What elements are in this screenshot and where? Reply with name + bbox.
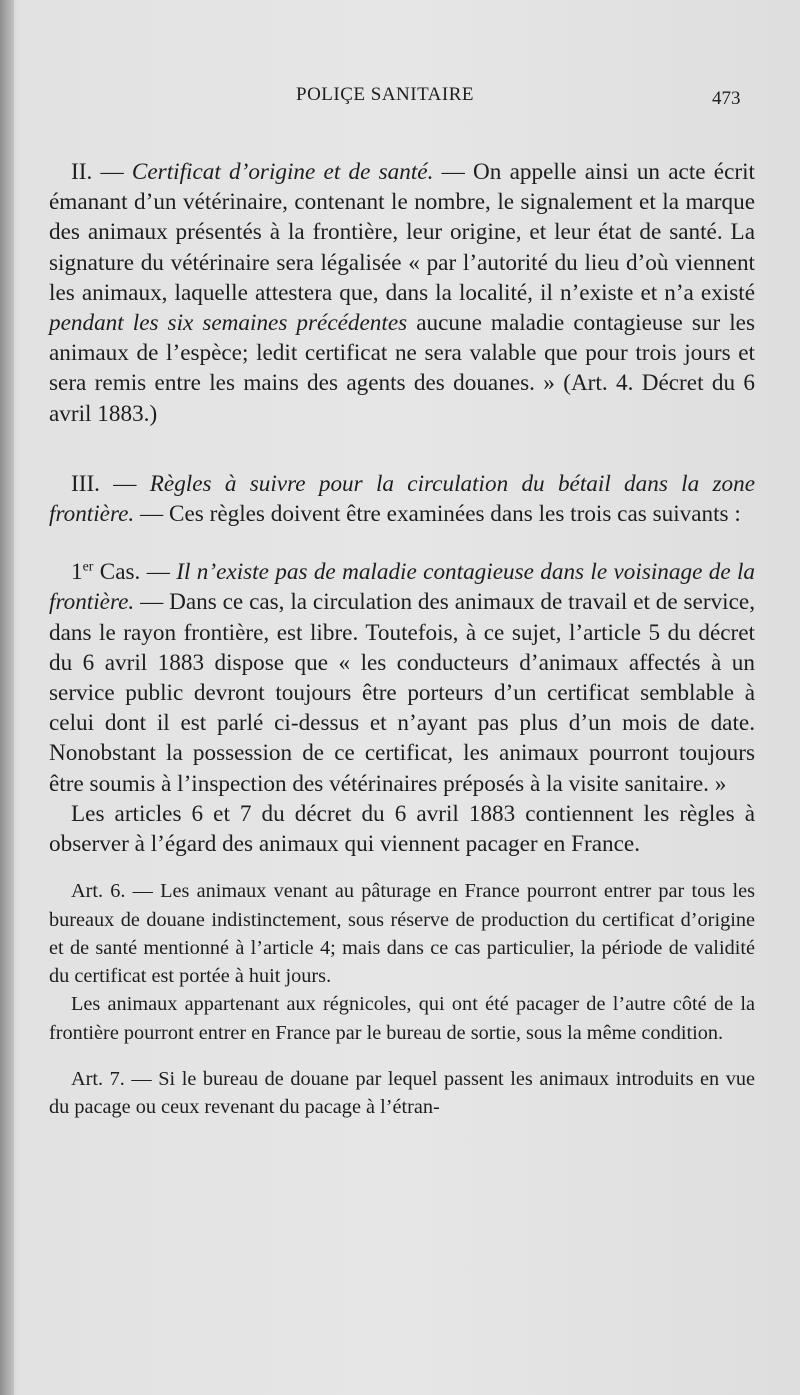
section-ii-text-1: — On appelle ainsi un acte écrit émanant d’un vétérinaire, contenant le nombre, le signalement et la marque des animaux présentés à la frontière, leur origine, et leur état de santé. La signature du vétérinaire sera légalisée « par l’autorité du lieu d’où viennent les animaux, laquelle attestera que, dans la localité, il n’existe et n’a existé — [49, 159, 755, 306]
article-6-paragraph: Art. 6. — Les animaux venant au pâturage en France pourront entrer par tous les bureaux de douane indistinctement, sous réserve de production du certificat d’origine et de santé mentionné à l’article 4; mais dans ce cas particulier, la période de validité du certificat est portée à huit jours. — [49, 880, 755, 988]
case-1-label-rest: Cas. — — [93, 559, 170, 586]
running-title: POLIÇE SANITAIRE — [296, 84, 474, 105]
case-1-label-main: 1 — [71, 559, 83, 586]
case-1-label-sup: er — [82, 559, 94, 575]
section-iii-number: III. — — [71, 470, 137, 497]
section-ii-paragraph — [49, 157, 755, 429]
page-number: 473 — [712, 88, 741, 109]
case-1-paragraph — [49, 557, 755, 799]
case-1-paragraph-2: Les articles 6 et 7 du décret du 6 avril 1883 contiennent les règles à observer à l’égard des animaux qui viennent pacager en France. — [49, 800, 755, 858]
section-iii-paragraph — [49, 469, 755, 529]
article-6-paragraph-2: Les animaux appartenant aux régnicoles, qui ont été pacager de l’autre côté de la frontière pourront entrer en France par le bureau de sortie, sous la même condition. — [49, 993, 755, 1044]
section-ii-emphasis: pendant les six semaines précédentes — [49, 310, 408, 337]
section-iii-text: — Ces règles doivent être examinées dans les trois cas suivants : — [134, 501, 741, 528]
section-ii-title: Certificat d’origine et de santé. — [131, 159, 434, 185]
case-1-text: — Dans ce cas, la circulation des animaux de travail et de service, dans le rayon frontière, est libre. Toutefois, à ce sujet, l’article 5 du décret du 6 avril 1883 dispose que « les conducteurs d’animaux affectés à un service public devront toujours être porteurs d’un certificat semblable à celui dont il est parlé ci-dessus et n’ayant pas plus d’un mois de date. Nonobstant la possession de ce certificat, les animaux pourront toujours être soumis à l’inspection des vétérinaires préposés à la visite sanitaire. » — [49, 589, 755, 797]
section-iii-title: Règles à suivre pour la circulation du bétail dans la zone frontière. — [49, 470, 755, 528]
running-head — [0, 84, 800, 112]
case-1-title: Il n’existe pas de maladie contagieuse dans le voisinage de la frontière. — [49, 559, 756, 616]
section-ii-text-2: aucune maladie contagieuse sur les animaux de l’espèce; ledit certificat ne sera valable que pour trois jours et sera remis entre les mains des agents des douanes. » (Art. 4. Décret du 6 avril 1883.) — [49, 310, 756, 427]
article-7-paragraph: Art. 7. — Si le bureau de douane par lequel passent les animaux introduits en vue du pacage ou ceux revenant du pacage à l’étran- — [49, 1068, 755, 1119]
page-body — [49, 157, 755, 1122]
section-ii-number: II. — — [71, 159, 124, 185]
